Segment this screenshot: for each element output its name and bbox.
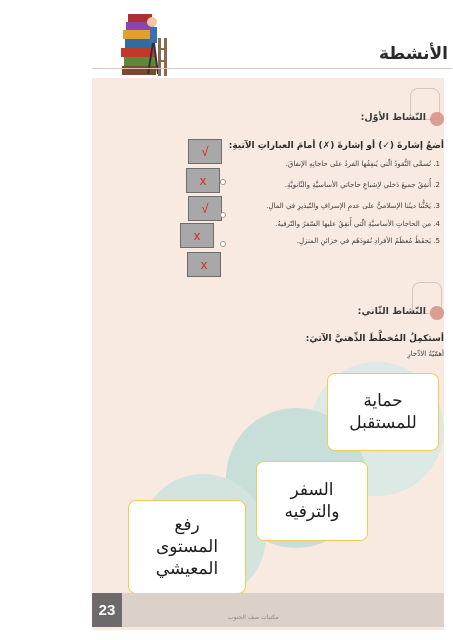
bubble-line: حماية bbox=[363, 390, 403, 410]
bubble-line: والترفيه bbox=[284, 502, 340, 521]
section-bullet bbox=[430, 306, 444, 320]
mind-map-bubble-living-standard[interactable] bbox=[128, 500, 246, 594]
statement-3: 3. يَحُثُّنا دينُنا الإسلاميُّ على عدمِ الإسرافِ والتّبذيرِ في المالِ. bbox=[266, 202, 440, 210]
answer-box-5[interactable]: x bbox=[187, 252, 221, 277]
header-divider bbox=[92, 68, 452, 69]
page-number: 23 bbox=[92, 593, 122, 627]
activity1-title: النّشاط الأوّل: bbox=[360, 112, 426, 123]
statement-4: 4. من الحاجاتِ الأساسيَّةِ الّتي أُنفِقُ عليها السّفرُ والتّرفيهُ. bbox=[275, 220, 440, 228]
statement-1: 1. تُسمَّى النُّقودُ الّتي يُنفِقُها الفردُ على حاجاتِهِ الإنفاقَ. bbox=[285, 160, 440, 168]
mind-map-bubble-travel[interactable] bbox=[256, 461, 368, 541]
activity1-instruction: أضعُ إشارةَ (✓) أو إشارةَ (✗) أمامَ العباراتِ الآتيةِ: bbox=[228, 141, 444, 151]
bubble-line: المعيشي bbox=[155, 559, 219, 579]
answer-box-2[interactable]: x bbox=[186, 168, 220, 193]
answer-box-1[interactable]: √ bbox=[188, 139, 222, 164]
footer-bar bbox=[92, 593, 444, 627]
bubble-line: رفع bbox=[174, 514, 200, 534]
bubble-line: السفر bbox=[290, 479, 334, 499]
mind-map-bubble-protection[interactable] bbox=[327, 373, 439, 451]
mind-map-center-label: أهمّيّةُ الادِّخارِ bbox=[407, 350, 444, 358]
answer-box-4[interactable]: x bbox=[180, 223, 214, 248]
box-connector bbox=[220, 212, 226, 218]
activity2-title: النّشاط الثّاني: bbox=[357, 306, 426, 317]
section-bullet bbox=[430, 112, 444, 126]
box-connector bbox=[220, 241, 226, 247]
answer-box-3[interactable]: √ bbox=[188, 196, 222, 221]
bubble-line: المستوى bbox=[155, 536, 219, 556]
bubble-line: للمستقبل bbox=[349, 413, 417, 432]
statement-2: 2. أُنفِقُ جميعَ دَخلي لإشباعِ حاجاتي الأساسيَّةِ والثّانويَّةِ. bbox=[284, 181, 440, 189]
box-connector bbox=[220, 179, 226, 185]
statement-5: 5. يَحفَظُ مُعظَمُ الأفرادِ نُقودَهُم في خزائنِ المنزلِ. bbox=[296, 237, 440, 245]
footer-text: مكتبات صف الجنوب bbox=[228, 614, 279, 621]
page-title: الأنشطة bbox=[378, 44, 448, 64]
activity2-instruction: أستكمِلُ المُخطَّطَ الذِّهنيَّ الآتيَ: bbox=[305, 334, 444, 344]
